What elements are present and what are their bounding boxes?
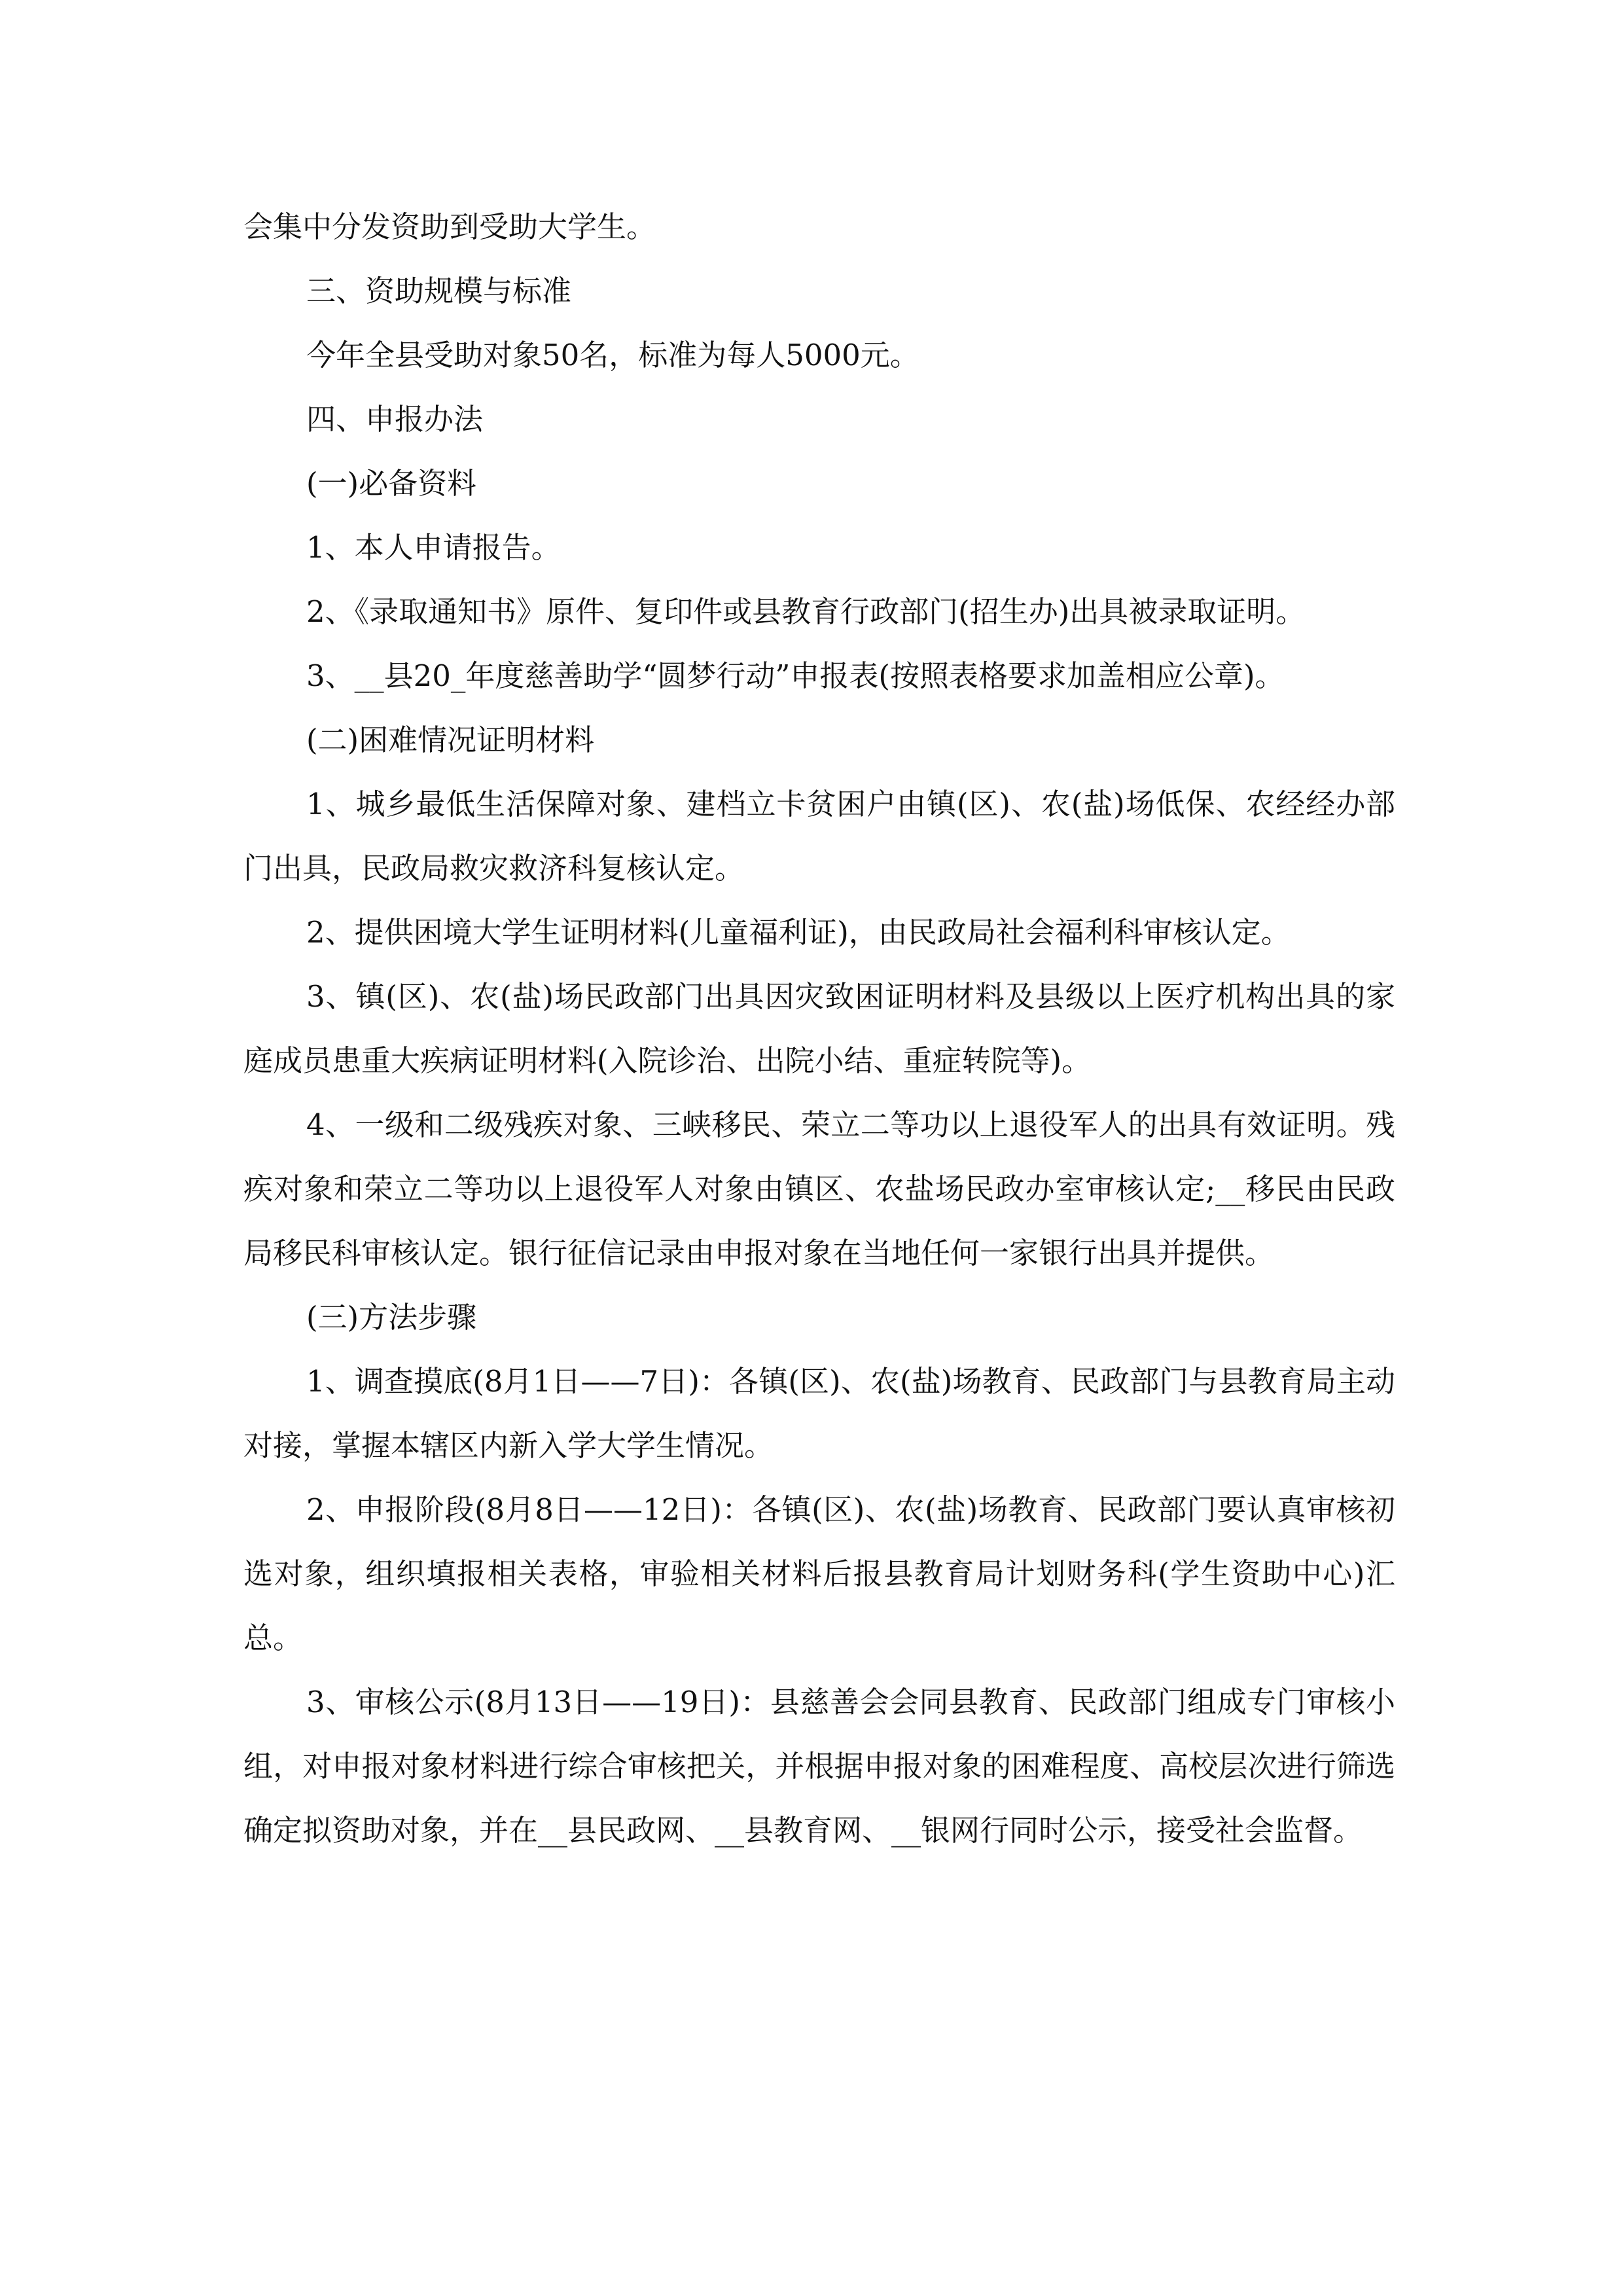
list-item-survey-step: 1、调查摸底(8月1日——7日)：各镇(区)、农(盐)场教育、民政部门与县教育局主动对接，掌握本辖区内新入学大学生情况。 [243,1364,1395,1463]
section-heading-funding-scale: 三、资助规模与标准 [306,274,572,308]
paragraph-funding-standard: 今年全县受助对象50名，标准为每人5000元。 [306,338,919,372]
paragraph-continuation: 会集中分发资助到受助大学生。 [243,209,656,244]
list-item-admission-notice: 2、《录取通知书》原件、复印件或县教育行政部门(招生办)出具被录取证明。 [306,594,1306,629]
subsection-heading-required-materials: (一)必备资料 [306,466,477,501]
list-item-welfare-proof: 2、提供困境大学生证明材料(儿童福利证)，由民政局社会福利科审核认定。 [306,915,1291,950]
subsection-heading-procedure: (三)方法步骤 [306,1300,477,1335]
list-item-application-form: 3、__县20_年度慈善助学“圆梦行动”申报表(按照表格要求加盖相应公章)。 [306,658,1285,693]
list-item-application-report: 1、本人申请报告。 [306,530,561,565]
list-item-review-publicity-step: 3、审核公示(8月13日——19日)：县慈善会会同县教育、民政部门组成专门审核小组，对申报对象材料进行综合审核把关，并根据申报对象的困难程度、高校层次进行筛选确定拟资助对象，并在__县民政网、__县教育网、__银网行同时公示，接受社会监督。 [243,1685,1395,1848]
document-body [243,195,1395,1863]
list-item-disability-veteran-proof: 4、一级和二级残疾对象、三峡移民、荣立二等功以上退役军人的出具有效证明。残疾对象和荣立二等功以上退役军人对象由镇区、农盐场民政办室审核认定;__移民由民政局移民科审核认定。银行征信记录由申报对象在当地任何一家银行出具并提供。 [243,1107,1395,1270]
section-heading-application-method: 四、申报办法 [306,402,484,437]
list-item-application-step: 2、申报阶段(8月8日——12日)：各镇(区)、农(盐)场教育、民政部门要认真审核初选对象，组织填报相关表格，审验相关材料后报县教育局计划财务科(学生资助中心)汇总。 [243,1492,1395,1655]
subsection-heading-hardship-proof: (二)困难情况证明材料 [306,723,595,757]
list-item-disaster-illness-proof: 3、镇(区)、农(盐)场民政部门出具因灾致困证明材料及县级以上医疗机构出具的家庭成员患重大疾病证明材料(入院诊治、出院小结、重症转院等)。 [243,979,1395,1078]
list-item-low-income-proof: 1、城乡最低生活保障对象、建档立卡贫困户由镇(区)、农(盐)场低保、农经经办部门出具，民政局救灾救济科复核认定。 [243,787,1395,886]
